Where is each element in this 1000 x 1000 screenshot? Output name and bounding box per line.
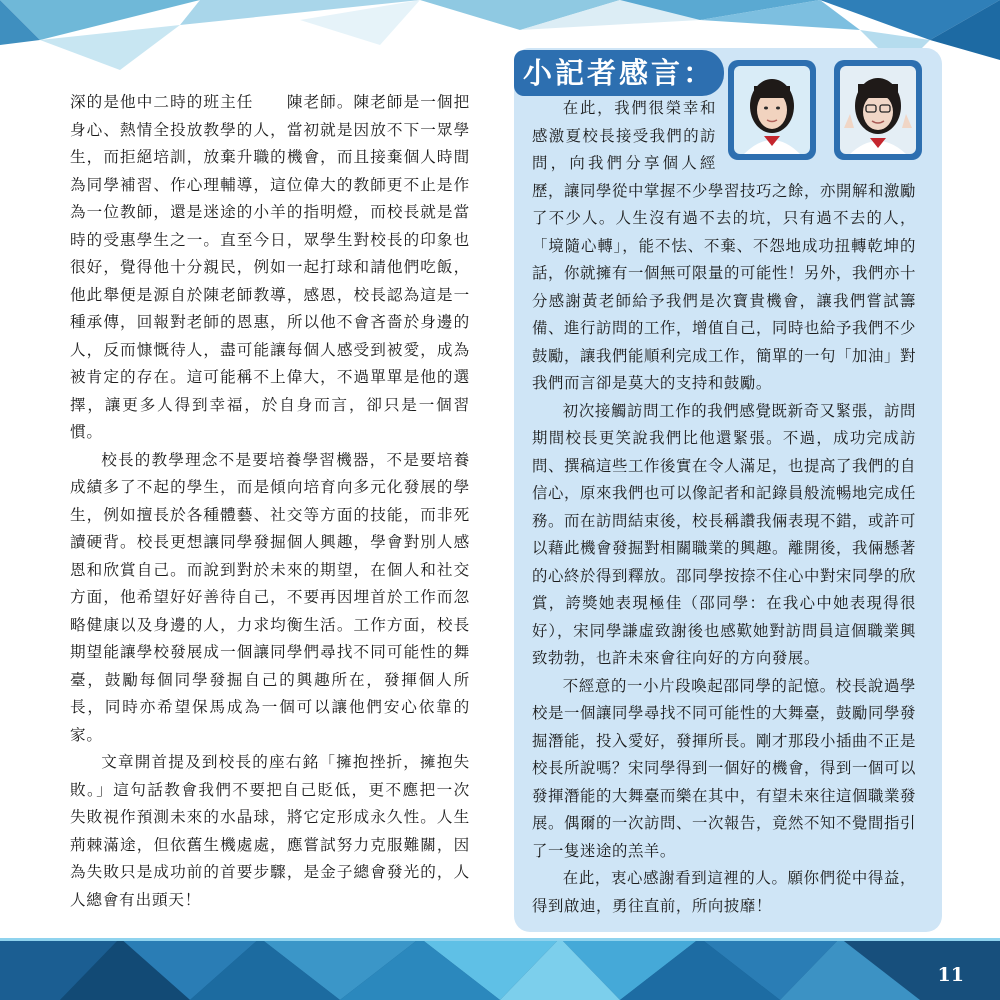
article-paragraph: 校長的教學理念不是要培養學習機器，不是要培養成績多了不起的學生，而是傾向培育向多元化發展的學生，例如擅長於各種體藝、社交等方面的技能，而非死讀硬背。校長更想讓同學發掘個人興趣，學會對別人感恩和欣賞自己。而說到對於未來的期望，在個人和社交方面，他希望好好善待自己，不要再因埋首於工作而忽略健康以及身邊的人，力求均衡生活。工作方面，校長期望能讓學校發展成一個讓同學們尋找不同可能性的舞臺，鼓勵每個同學發掘自己的興趣所在，發揮個人所長，同時亦希望保馬成為一個可以讓他們安心依靠的家。 bbox=[70, 450, 470, 744]
reflection-paragraph: 初次接觸訪問工作的我們感覺既新奇又緊張，訪問期間校長更笑說我們比他還緊張。不過，成功完成訪問、撰稿這些工作後實在令人滿足，也提高了我們的自信心，原來我們也可以像記者和記錄員般流暢地完成任務。而在訪問結束後，校長稱讚我倆表現不錯，或許可以藉此機會發掘對相關職業的興趣。離開後，我倆懸著的心終於得到釋放。邵同學按捺不住心中對宋同學的欣賞，誇獎她表現極佳（邵同學：在我心中她表現得很好），宋同學謙虛致謝後也感歎她對訪問員這個職業興致勃勃，也許未來會往向好的方向發展。 bbox=[532, 401, 916, 667]
reflection-paragraph: 不經意的一小片段喚起邵同學的記憶。校長說過學校是一個讓同學尋找不同可能性的大舞臺，鼓勵同學發掘潛能，投入愛好，發揮所長。剛才那段小插曲不正是校長所說嗎？宋同學得到一個好的機會，得到一個可以發揮潛能的大舞臺而樂在其中，有望未來往這個職業發展。偶爾的一次訪問、一次報告，竟然不知不覺間指引了一隻迷途的羔羊。 bbox=[532, 676, 916, 860]
reporter-section-title: 小記者感言： bbox=[514, 50, 724, 96]
bottom-polygon-banner bbox=[0, 938, 1000, 1000]
article-left-column bbox=[70, 89, 470, 914]
article-paragraph: 文章開首提及到校長的座右銘「擁抱挫折，擁抱失敗。」這句話教會我們不要把自己貶低，更不應把一次失敗視作預測未來的水晶球，將它定形成永久性。人生荊棘滿途，但依舊生機處處，應嘗試努力克服難關，因為失敗只是成功前的首要步驟，是金子總會發光的，人人總會有出頭天！ bbox=[70, 753, 470, 909]
reflection-paragraph: 在此，我們很榮幸和感激夏校長接受我們的訪問，向我們分享個人經歷，讓同學從中掌握不少學習技巧之餘，亦開解和激勵了不少人。人生沒有過不去的坑，只有過不去的人，「境隨心轉」，能不怯、不棄、不怨地成功扭轉乾坤的話，你就擁有一個無可限量的可能性！另外，我們亦十分感謝黃老師給予我們是次寶貴機會，讓我們嘗試籌備、進行訪問的工作，增值自己，同時也給予我們不少鼓勵，讓我們能順利完成工作，簡單的一句「加油」對我們而言卻是莫大的支持和鼓勵。 bbox=[532, 99, 916, 392]
page-number: 11 bbox=[937, 964, 964, 986]
reporter-reflection-text bbox=[532, 95, 916, 920]
article-paragraph: 深的是他中二時的班主任 陳老師。陳老師是一個把身心、熱情全投放教學的人，當初就是因放不下一眾學生，而拒絕培訓，放棄升職的機會，而且接棄個人時間為同學補習、作心理輔導，這位偉大的教師更不止是作為一位教師，還是迷途的小羊的指明燈，而校長就是當時的受惠學生之一。直至今日，眾學生對校長的印象也很好，覺得他十分親民，例如一起打球和請他們吃飯，他此舉便是源自於陳老師教導，感恩，校長認為這是一種承傳，回報對老師的恩惠，所以他不會吝嗇於身邊的人，反而慷慨待人，盡可能讓每個人感受到被愛，成為被肯定的存在。這可能稱不上偉大，不過單單是他的選擇，讓更多人得到幸福，於自身而言，卻只是一個習慣。 bbox=[70, 93, 470, 441]
photo-wrap-spacer bbox=[716, 95, 916, 177]
reflection-paragraph: 在此，衷心感謝看到這裡的人。願你們從中得益，得到啟迪，勇往直前，所向披靡！ bbox=[532, 869, 916, 915]
